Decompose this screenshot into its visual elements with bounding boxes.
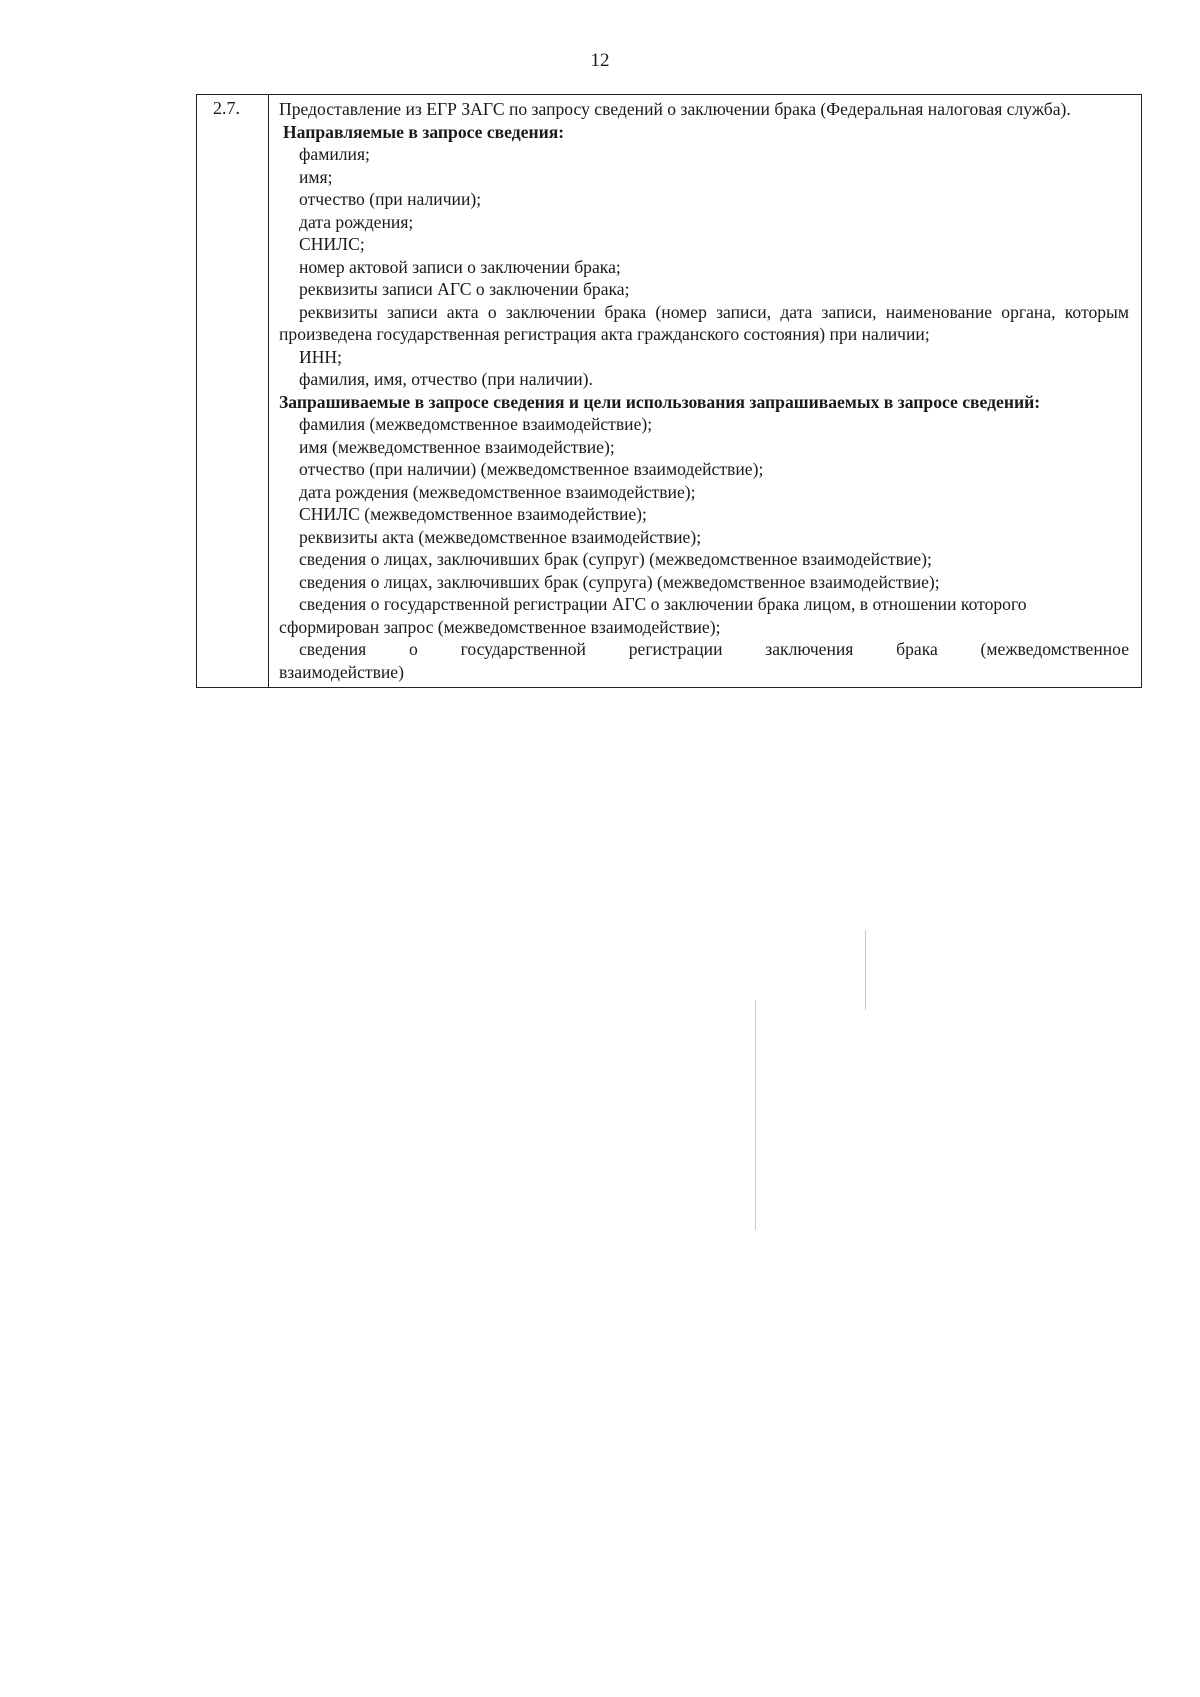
list-item: сведения о государственной регистрации АГС о заключении брака лицом, в отношении которого сформирован запрос (межведомственное взаимодействие); (279, 594, 1027, 637)
list-item: дата рождения (межведомственное взаимодействие); (299, 481, 696, 502)
scan-artifact (865, 930, 866, 1010)
list-item-last-line2: взаимодействие) (279, 661, 404, 682)
list-item: имя; (299, 166, 333, 187)
list-item: реквизиты записи акта о заключении брака (номер записи, дата записи, наименование органа, которым произведена государственная регистрация акта гражданского состояния) при наличии; (279, 301, 1129, 344)
list-item: отчество (при наличии) (межведомственное взаимодействие); (299, 459, 764, 479)
document-table (196, 94, 1142, 688)
list-item: фамилия, имя, отчество (при наличии). (299, 369, 593, 389)
list-item: дата рождения; (299, 211, 414, 232)
sent-heading: Направляемые в запросе сведения: (283, 121, 565, 142)
list-item: номер актовой записи о заключении брака; (299, 256, 621, 277)
scan-artifact (755, 1000, 756, 1230)
requested-heading: Запрашиваемые в запросе сведения и цели использования запрашиваемых в запросе сведений: (279, 391, 1041, 412)
list-item: имя (межведомственное взаимодействие); (299, 436, 615, 457)
list-item: СНИЛС (межведомственное взаимодействие); (299, 504, 647, 524)
row-content-cell (269, 95, 1141, 687)
list-item: фамилия (межведомственное взаимодействие); (299, 414, 653, 434)
list-item-last-line1: сведения о государственной регистрации заключения брака (межведомственное (299, 639, 1129, 659)
list-item: сведения о лицах, заключивших брак (супруг) (межведомственное взаимодействие); (299, 549, 932, 569)
list-item: реквизиты акта (межведомственное взаимодействие); (299, 526, 702, 547)
list-item: сведения о лицах, заключивших брак (супруга) (межведомственное взаимодействие); (299, 571, 940, 592)
list-item: ИНН; (299, 346, 343, 367)
page-number: 12 (590, 50, 610, 71)
list-item: СНИЛС; (299, 234, 365, 254)
list-item: фамилия; (299, 144, 370, 164)
row-number-cell: 2.7. (197, 95, 269, 687)
row-title: Предоставление из ЕГР ЗАГС по запросу сведений о заключении брака (Федеральная налоговая служба). (279, 99, 1071, 119)
list-item: реквизиты записи АГС о заключении брака; (299, 279, 630, 299)
list-item: отчество (при наличии); (299, 189, 482, 209)
